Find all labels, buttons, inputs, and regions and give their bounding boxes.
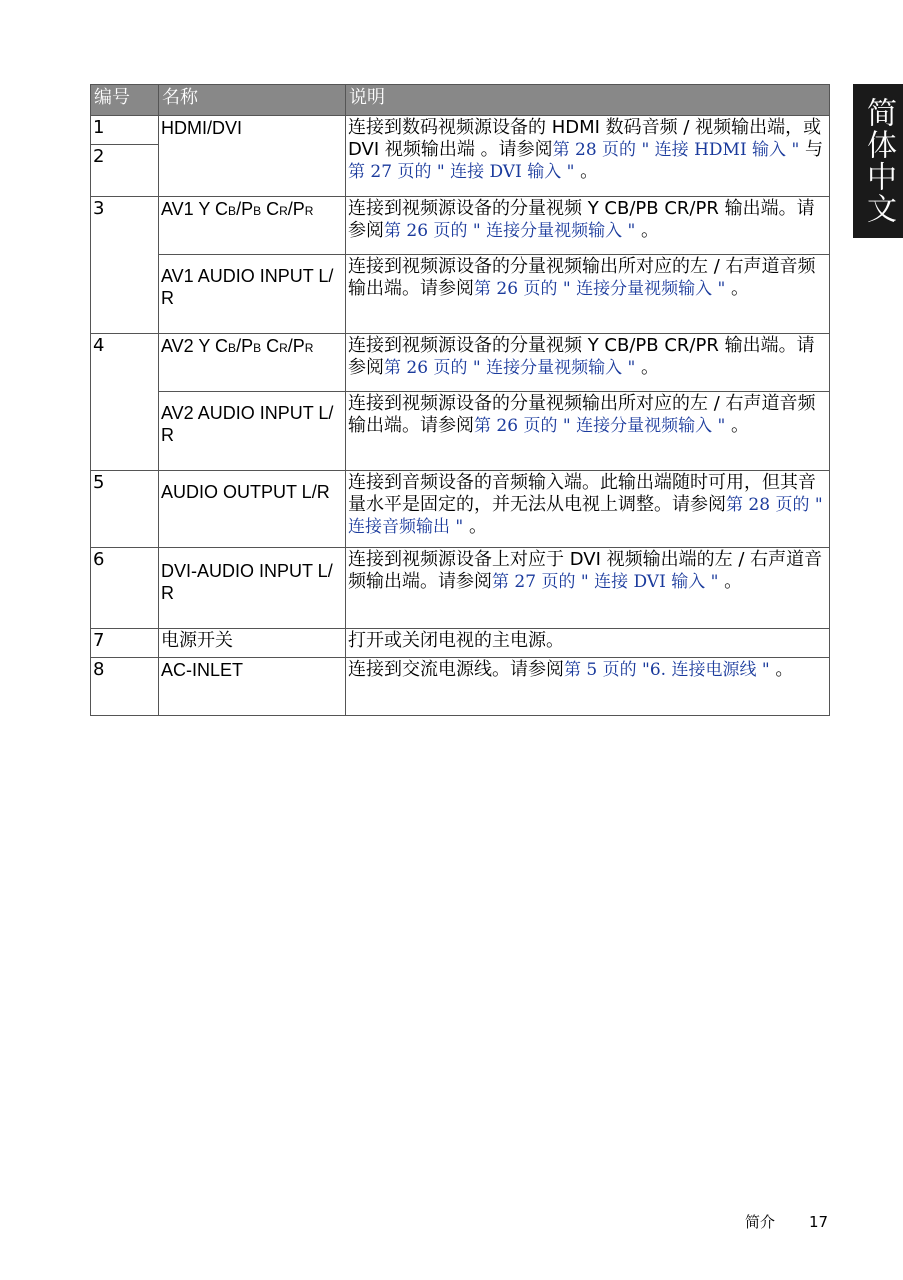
reference-link[interactable]: 第 5 页的 "6. 连接电源线 " — [564, 660, 770, 680]
row-name: AC-INLET — [159, 658, 346, 716]
name-text: AV1 Y C — [161, 199, 229, 219]
reference-link[interactable]: 第 27 页的 " 连接 DVI 输入 " — [348, 162, 575, 182]
header-number: 编号 — [91, 85, 159, 116]
description-text: 连接到视频源设备的分量视频输出所对应的左 / 右声道音频输出端。请参阅 — [348, 256, 816, 299]
table-row — [91, 658, 830, 716]
row-number: 7 — [91, 629, 159, 658]
header-name: 名称 — [159, 85, 346, 116]
row-name: AV2 AUDIO INPUT L/R — [159, 392, 346, 471]
description-text: 。 — [574, 161, 599, 182]
row-number: 8 — [91, 658, 159, 716]
page-footer — [745, 1211, 828, 1232]
description-text: 。 — [725, 415, 750, 436]
description-text: 连接到视频源设备的分量视频 Y CB/PB CR/PR 输出端。请参阅 — [348, 198, 815, 241]
description-text: 。 — [718, 571, 743, 592]
name-subscript: R — [279, 341, 288, 355]
description-text: 。 — [635, 220, 660, 241]
description-text: 连接到视频源设备上对应于 DVI 视频输出端的左 / 右声道音频输出端。请参阅 — [348, 549, 823, 592]
description-text: 连接到数码视频源设备的 HDMI 数码音频 / 视频输出端，或 DVI 视频输出端 。请参阅 — [348, 117, 822, 160]
table-row — [91, 392, 830, 471]
reference-link[interactable]: 第 26 页的 " 连接分量视频输入 " — [384, 221, 636, 241]
description-text: 。 — [769, 659, 794, 680]
description-text: 。 — [463, 516, 487, 537]
description-text: 连接到视频源设备的分量视频输出所对应的左 / 右声道音频输出端。请参阅 — [348, 393, 816, 436]
row-description — [346, 255, 830, 334]
reference-link[interactable]: 第 27 页的 " 连接 DVI 输入 " — [492, 572, 719, 592]
description-text: 连接到音频设备的音频输入端。此输出端随时可用，但其音量水平是固定的，并无法从电视上调整。请参阅 — [348, 472, 816, 515]
reference-link[interactable]: 第 26 页的 " 连接分量视频输入 " — [474, 279, 726, 299]
table-row — [91, 629, 830, 658]
header-description: 说明 — [346, 85, 830, 116]
name-subscript: R — [304, 204, 314, 218]
row-number: 5 — [91, 471, 159, 548]
row-name: AV1 Y CB/PB CR/PR — [159, 197, 346, 255]
table-row — [91, 116, 830, 145]
description-text: 与 — [799, 139, 824, 160]
name-text: AV2 Y C — [161, 336, 229, 356]
name-subscript: B — [228, 341, 237, 355]
row-name: AV2 Y CB/PB CR/PR — [159, 334, 346, 392]
row-name: DVI-AUDIO INPUT L/R — [159, 548, 346, 629]
table-header-row — [91, 85, 830, 116]
table-row — [91, 197, 830, 255]
name-subscript: B — [228, 204, 237, 218]
reference-link[interactable]: 第 26 页的 " 连接分量视频输入 " — [474, 416, 726, 436]
reference-link[interactable]: 第 26 页的 " 连接分量视频输入 " — [384, 358, 636, 378]
row-number: 2 — [91, 145, 159, 197]
row-description: 打开或关闭电视的主电源。 — [346, 629, 830, 658]
language-tab — [853, 84, 903, 238]
table-row — [91, 548, 830, 629]
row-name: AV1 AUDIO INPUT L/R — [159, 255, 346, 334]
description-text: 。 — [725, 278, 750, 299]
port-table — [90, 84, 830, 716]
page-number: 17 — [809, 1213, 829, 1231]
name-subscript: B — [253, 204, 262, 218]
name-subscript: B — [253, 341, 262, 355]
description-text: 。 — [635, 357, 660, 378]
language-tab-label: 简体中文 — [861, 97, 896, 225]
row-number: 3 — [91, 197, 159, 334]
row-description — [346, 334, 830, 392]
row-name: 电源开关 — [159, 629, 346, 658]
description-text: 连接到交流电源线。请参阅 — [348, 659, 564, 680]
row-description — [346, 197, 830, 255]
row-number: 6 — [91, 548, 159, 629]
reference-link[interactable]: 第 28 页的 " 连接音频输出 " — [348, 495, 823, 537]
name-subscript: R — [279, 204, 288, 218]
reference-link[interactable]: 第 28 页的 " 连接 HDMI 输入 " — [552, 140, 800, 160]
table-row — [91, 255, 830, 334]
row-description — [346, 392, 830, 471]
row-description — [346, 471, 830, 548]
row-description — [346, 116, 830, 197]
name-subscript: R — [304, 341, 314, 355]
table-row — [91, 334, 830, 392]
row-number: 4 — [91, 334, 159, 471]
table-row — [91, 471, 830, 548]
row-description — [346, 548, 830, 629]
description-text: 连接到视频源设备的分量视频 Y CB/PB CR/PR 输出端。请参阅 — [348, 335, 815, 378]
section-name: 简介 — [745, 1213, 776, 1231]
row-name: HDMI/DVI — [159, 116, 346, 197]
row-description — [346, 658, 830, 716]
row-number: 1 — [91, 116, 159, 145]
row-name: AUDIO OUTPUT L/R — [159, 471, 346, 548]
